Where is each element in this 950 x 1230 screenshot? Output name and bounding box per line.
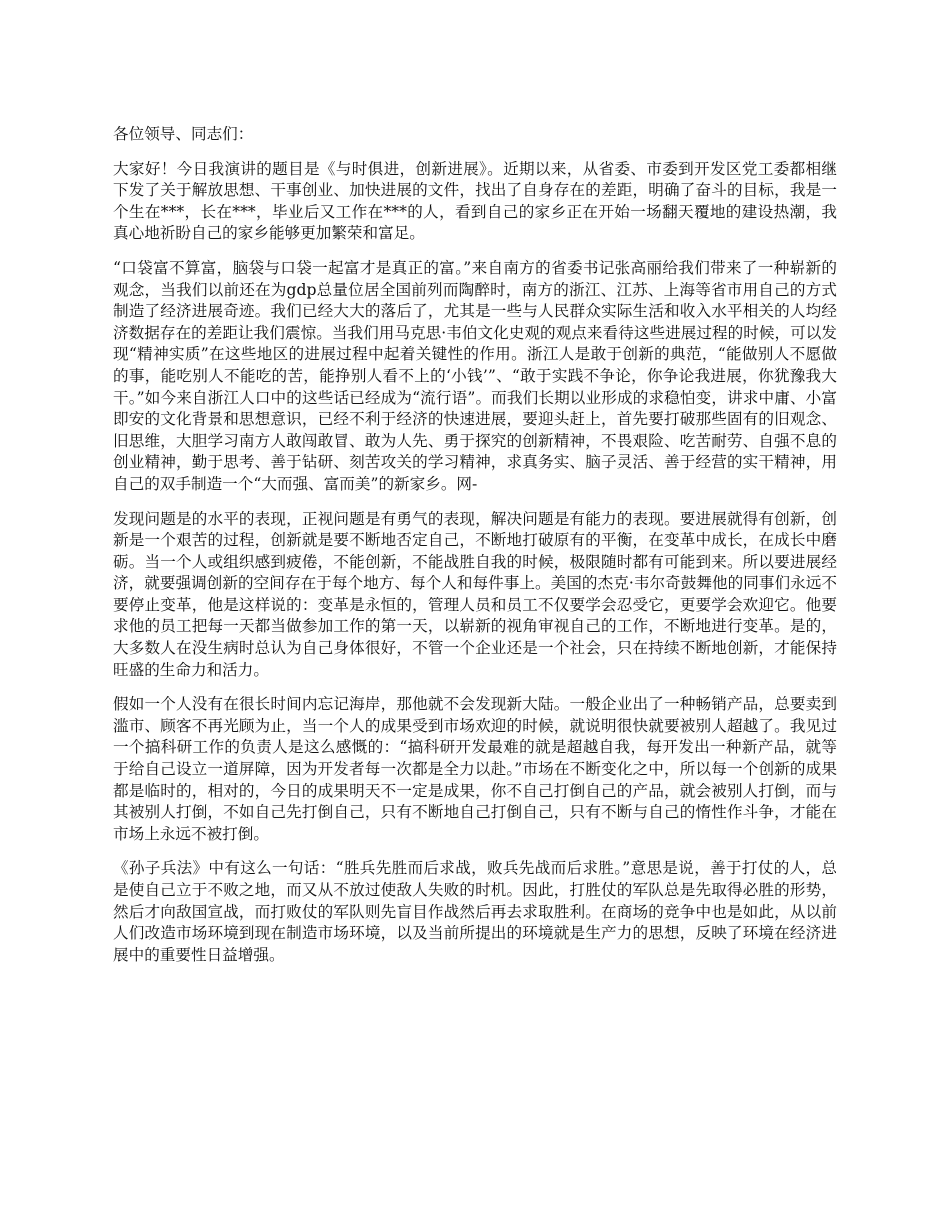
- salutation: 各位领导、同志们：: [113, 125, 254, 143]
- paragraph-wealth-concept: “口袋富不算富，脑袋与口袋一起富才是真正的富。”来自南方的省委书记张高丽给我们带来了一种崭新的观念，当我们以前还在为gdp总量位居全国前列而陶醉时，南方的浙江、江苏、上海等省市用自己的方式制造了经济进展奇迹。我们已经大大的落后了，尤其是一些与人民群众实际生活和收入水平相关的人均经济数据存在的差距让我们震惊。当我们用马克思·韦伯文化史观的观点来看待这些进展过程的时候，可以发现“精神实质”在这些地区的进展过程中起着关键性的作用。浙江人是敢于创新的典范，“能做别人不愿做的事，能吃别人不能吃的苦，能挣别人看不上的‘小钱’”、“敢于实践不争论，你争论我进展，你犹豫我大干。”如今来自浙江人口中的这些话已经成为“流行语”。而我们长期以业形成的求稳怕变，讲求中庸、小富即安的文化背景和思想意识，已经不利于经济的快速进展，要迎头赶上，首先要打破那些固有的旧观念、旧思维，大胆学习南方人敢闯敢冒、敢为人先、勇于探究的创新精神，不畏艰险、吃苦耐劳、自强不息的创业精神，勤于思考、善于钻研、刻苦攻关的学习精神，求真务实、脑子灵活、善于经营的实干精神，用自己的双手制造一个“大而强、富而美”的新家乡。网-: [113, 258, 837, 493]
- paragraph-new-continent: 假如一个人没有在很长时间内忘记海岸，那他就不会发现新大陆。一般企业出了一种畅销产品，总要卖到滥市、顾客不再光顾为止，当一个人的成果受到市场欢迎的时候，就说明很快就要被别人超越了。我见过一个搞科研工作的负责人是这么感慨的：“搞科研开发最难的就是超越自我，每开发出一种新产品，就等于给自己设立一道屏障，因为开发者每一次都是全力以赴。”市场在不断变化之中，所以每一个创新的成果都是临时的，相对的，今日的成果明天不一定是成果，你不自己打倒自己的产品，就会被别人打倒，而与其被别人打倒，不如自己先打倒自己，只有不断地自己打倒自己，只有不断与自己的惰性作斗争，才能在市场上永远不被打倒。: [113, 695, 837, 843]
- paragraph-art-of-war: 《孙子兵法》中有这么一句话：“胜兵先胜而后求战，败兵先战而后求胜。”意思是说，善于打仗的人，总是使自己立于不败之地，而又从不放过使敌人失败的时机。因此，打胜仗的军队总是先取得必胜的形势，然后才向敌国宣战，而打败仗的军队则先盲目作战然后再去求取胜利。在商场的竞争中也是如此，从以前人们改造市场环境到现在制造市场环境，以及当前所提出的环境就是生产力的思想，反映了环境在经济进展中的重要性日益增强。: [113, 859, 837, 964]
- paragraph-intro: 大家好！今日我演讲的题目是《与时俱进，创新进展》。近期以来，从省委、市委到开发区党工委都相继下发了关于解放思想、干事创业、加快进展的文件，找出了自身存在的差距，明确了奋斗的目标，我是一个生在***，长在***，毕业后又工作在***的人，看到自己的家乡正在开始一场翻天覆地的建设热潮，我真心地祈盼自己的家乡能够更加繁荣和富足。: [113, 159, 837, 243]
- document-body: [113, 124, 837, 979]
- paragraph-innovation: 发现问题是的水平的表现，正视问题是有勇气的表现，解决问题是有能力的表现。要进展就得有创新，创新是一个艰苦的过程，创新就是要不断地否定自己，不断地打破原有的平衡，在变革中成长，在成长中磨砺。当一个人或组织感到疲倦，不能创新，不能战胜自我的时候，极限随时都有可能到来。所以要进展经济，就要强调创新的空间存在于每个地方、每个人和每件事上。美国的杰克·韦尔奇鼓舞他的同事们永远不要停止变革，他是这样说的：变革是永恒的，管理人员和员工不仅要学会忍受它，更要学会欢迎它。他要求他的员工把每一天都当做参加工作的第一天，以崭新的视角审视自己的工作，不断地进行变革。是的，大多数人在没生病时总认为自己身体很好，不管一个企业还是一个社会，只在持续不断地创新，才能保持旺盛的生命力和活力。: [113, 509, 837, 679]
